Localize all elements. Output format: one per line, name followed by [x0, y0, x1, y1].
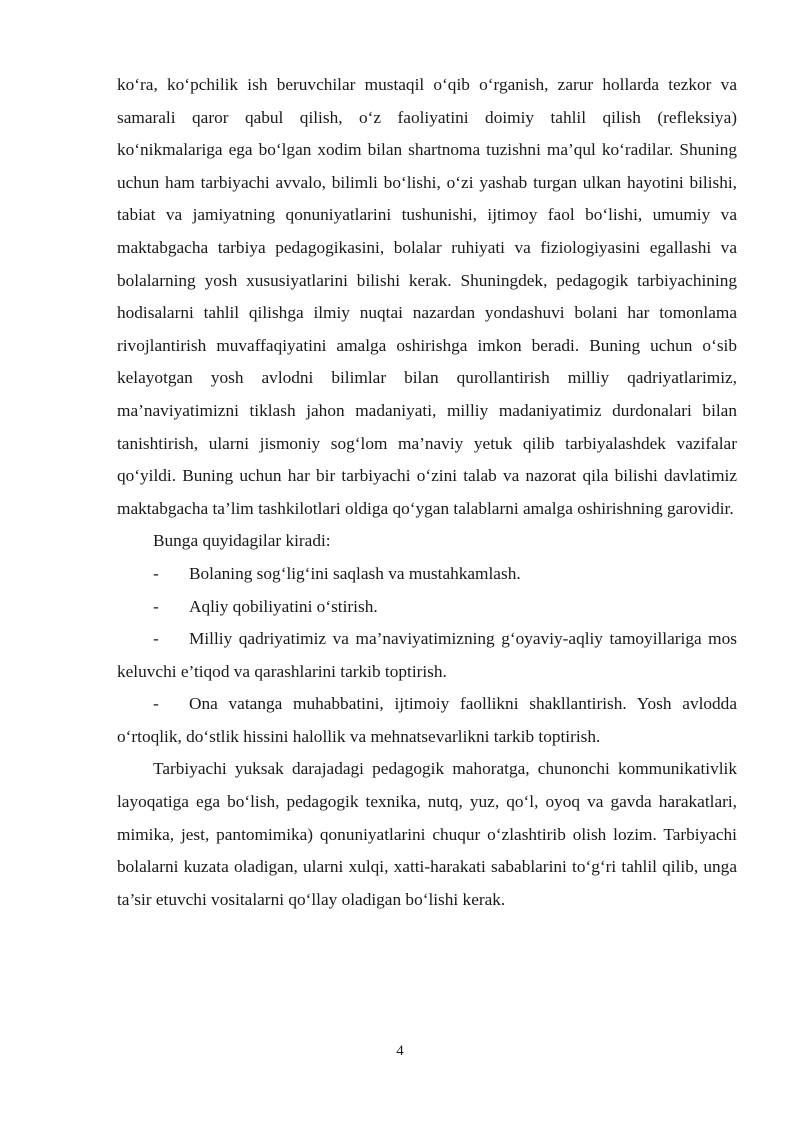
page-number: 4 — [396, 1043, 404, 1059]
page-body — [117, 69, 737, 916]
list-item-text: Bolaning sog‘lig‘ini saqlash va mustahkamlash. — [189, 563, 521, 583]
list-dash: - — [153, 694, 159, 714]
list-dash: - — [153, 563, 159, 583]
paragraph-closing: Tarbiyachi yuksak darajadagi pedagogik mahoratga, chunonchi kommunikativlik layoqatiga ega bo‘lish, pedagogik texnika, nutq, yuz, qo‘l, oyoq va gavda harakatlari, mimika, jest, pantomimika) qonuniyatlarini chuqur o‘zlashtirib olish lozim. Tarbiyachi bolalarni kuzata oladigan, ularni xulqi, xatti-harakati sabablarini to‘g‘ri tahlil qilib, unga ta’sir etuvchi vositalarni qo‘llay oladigan bo‘lishi kerak. — [117, 759, 737, 909]
list-dash: - — [153, 596, 159, 616]
list-dash: - — [153, 629, 159, 649]
paragraph-intro: ko‘ra, ko‘pchilik ish beruvchilar mustaqil o‘qib o‘rganish, zarur hollarda tezkor va samarali qaror qabul qilish, o‘z faoliyatini doimiy tahlil qilish (refleksiya) ko‘nikmalariga ega bo‘lgan xodim bilan shartnoma tuzishni ma’qul ko‘radilar. Shuning uchun ham tarbiyachi avvalo, bilimli bo‘lishi, o‘zi yashab turgan ulkan hayotini bilishi, tabiat va jamiyatning qonuniyatlarini tushunishi, ijtimoy faol bo‘lishi, umumiy va maktabgacha tarbiya pedagogikasini, bolalar ruhiyati va fiziologiyasini egallashi va bolalarning yosh xususiyatlarini bilishi kerak. Shuningdek, pedagogik tarbiyachining hodisalarni tahlil qilishga ilmiy nuqtai nazardan yondashuvi bolani har tomonlama rivojlantirish muvaffaqiyatini amalga oshirishga imkon beradi. Buning uchun o‘sib kelayotgan yosh avlodni bilimlar bilan qurollantirish milliy qadriyatlarimiz, ma’naviyatimizni tiklash jahon madaniyati, milliy madaniyatimiz durdonalari bilan tanishtirish, ularni jismoniy sog‘lom ma’naviy yetuk qilib tarbiyalashdek vazifalar qo‘yildi. Buning uchun har bir tarbiyachi o‘zini talab va nazorat qila bilishi davlatimiz maktabgacha ta’lim tashkilotlari oldiga qo‘ygan talablarni amalga oshirishning garovidir. — [117, 75, 737, 518]
list-item-text: Milliy qadriyatimiz va ma’naviyatimizning g‘oyaviy-aqliy tamoyillariga mos keluvchi e’tiqod va qarashlarini tarkib toptirish. — [117, 629, 737, 681]
list-item — [117, 591, 737, 624]
list-item-text: Ona vatanga muhabbatini, ijtimoiy faollikni shakllantirish. Yosh avlodda o‘rtoqlik, do‘stlik hissini halollik va mehnatsevarlikni tarkib toptirish. — [117, 694, 737, 746]
paragraph-list-intro: Bunga quyidagilar kiradi: — [153, 531, 331, 551]
list-item — [117, 558, 737, 591]
list-item — [117, 688, 737, 753]
list-item-text: Aqliy qobiliyatini o‘stirish. — [189, 596, 378, 616]
list-item — [117, 623, 737, 688]
